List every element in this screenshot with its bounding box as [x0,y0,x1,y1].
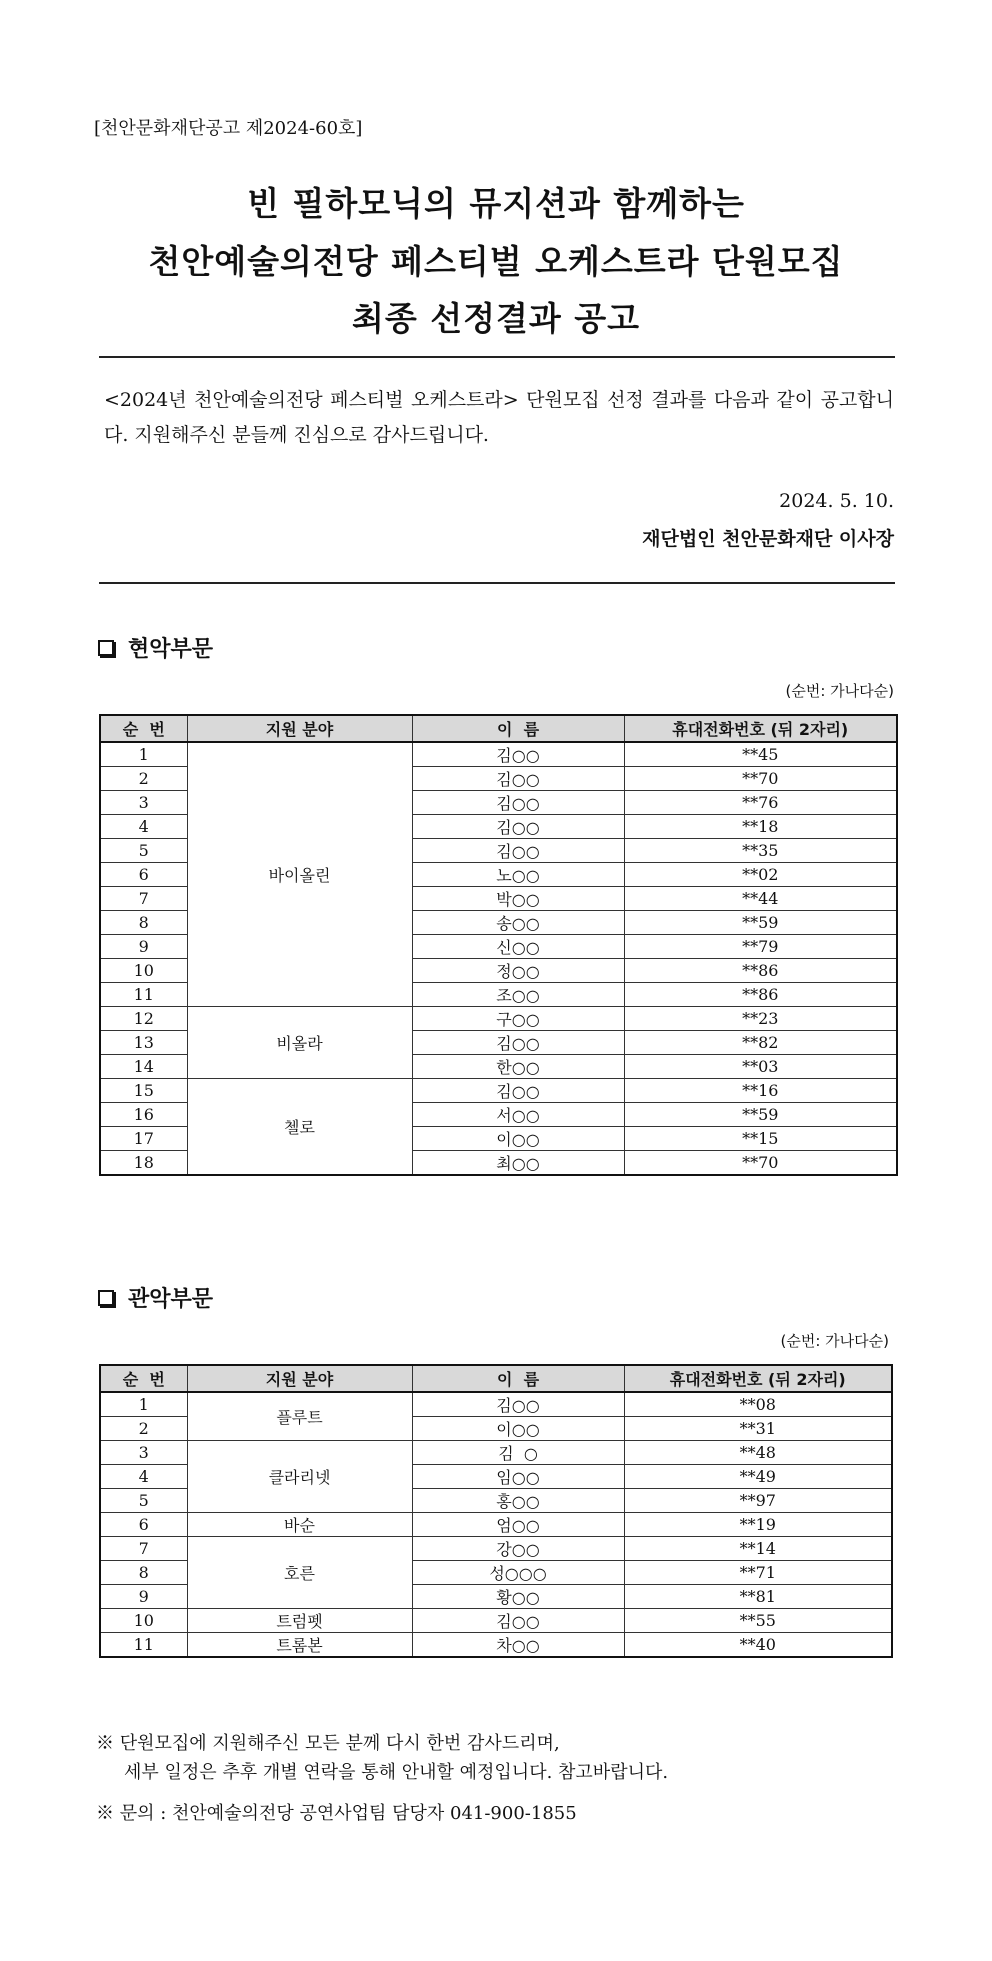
row-name: 성○○○ [412,1561,624,1585]
col-header-name: 이 름 [412,1365,624,1392]
row-field: 트롬본 [187,1633,412,1658]
row-name: 노○○ [412,863,624,887]
row-number: 2 [100,767,187,791]
row-number: 1 [100,1392,187,1417]
brass-result-table [99,1364,893,1658]
col-header-phone: 휴대전화번호 (뒤 2자리) [624,715,897,742]
row-number: 11 [100,983,187,1007]
row-phone: **70 [624,767,897,791]
row-phone: **71 [624,1561,892,1585]
row-number: 4 [100,815,187,839]
row-phone: **79 [624,935,897,959]
row-name: 황○○ [412,1585,624,1609]
row-field: 바순 [187,1513,412,1537]
brass-section-heading [98,1282,213,1313]
row-number: 14 [100,1055,187,1079]
row-phone: **35 [624,839,897,863]
row-phone: **76 [624,791,897,815]
row-name: 김○○ [412,767,624,791]
row-number: 16 [100,1103,187,1127]
row-phone: **44 [624,887,897,911]
row-number: 18 [100,1151,187,1176]
row-name: 김○○ [412,1392,624,1417]
row-field: 플루트 [187,1392,412,1441]
row-phone: **31 [624,1417,892,1441]
row-name: 조○○ [412,983,624,1007]
row-phone: **86 [624,983,897,1007]
table-row [100,1392,892,1417]
table-row [100,1537,892,1561]
row-field: 트럼펫 [187,1609,412,1633]
row-number: 6 [100,863,187,887]
row-number: 17 [100,1127,187,1151]
row-name: 서○○ [412,1103,624,1127]
col-header-field: 지원 분야 [187,715,412,742]
intro-paragraph: <2024년 천안예술의전당 페스티벌 오케스트라> 단원모집 선정 결과를 다음과 같이 공고합니다. 지원해주신 분들께 진심으로 감사드립니다. [104,389,894,446]
row-phone: **14 [624,1537,892,1561]
row-field: 첼로 [187,1079,412,1176]
row-field: 클라리넷 [187,1441,412,1513]
row-name: 김 ○ [412,1441,624,1465]
notice-number: [천안문화재단공고 제2024-60호] [94,118,363,139]
top-divider [99,356,895,358]
strings-section-heading [98,632,213,663]
row-number: 10 [100,959,187,983]
row-name: 김○○ [412,1079,624,1103]
footnote-thanks: ※ 단원모집에 지원해주신 모든 분께 다시 한번 감사드리며, [96,1733,560,1754]
row-number: 7 [100,887,187,911]
row-phone: **45 [624,742,897,767]
row-number: 1 [100,742,187,767]
row-number: 10 [100,1609,187,1633]
row-number: 15 [100,1079,187,1103]
row-name: 김○○ [412,791,624,815]
row-phone: **03 [624,1055,897,1079]
row-name: 정○○ [412,959,624,983]
row-number: 9 [100,935,187,959]
row-name: 박○○ [412,887,624,911]
row-field: 비올라 [187,1007,412,1079]
row-phone: **02 [624,863,897,887]
row-name: 김○○ [412,839,624,863]
row-phone: **59 [624,911,897,935]
row-field: 호른 [187,1537,412,1609]
footnote-contact: ※ 문의 : 천안예술의전당 공연사업팀 담당자 041-900-1855 [96,1803,577,1824]
table-row [100,1079,897,1103]
row-number: 13 [100,1031,187,1055]
row-number: 4 [100,1465,187,1489]
row-name: 김○○ [412,742,624,767]
row-number: 2 [100,1417,187,1441]
row-name: 강○○ [412,1537,624,1561]
row-phone: **16 [624,1079,897,1103]
title-line-3: 최종 선정결과 공고 [351,299,640,338]
row-name: 차○○ [412,1633,624,1658]
signer: 재단법인 천안문화재단 이사장 [642,528,894,550]
row-name: 구○○ [412,1007,624,1031]
row-number: 8 [100,911,187,935]
row-number: 12 [100,1007,187,1031]
announcement-date: 2024. 5. 10. [779,490,894,512]
footnote-schedule: 세부 일정은 추후 개별 연락을 통해 안내할 예정입니다. 참고바랍니다. [124,1762,669,1783]
table-row [100,1633,892,1658]
col-header-name: 이 름 [412,715,624,742]
bottom-divider [99,582,895,584]
row-name: 김○○ [412,1031,624,1055]
title-line-2: 천안예술의전당 페스티벌 오케스트라 단원모집 [148,242,844,281]
brass-order-note: (순번: 가나다순) [780,1332,889,1350]
row-name: 김○○ [412,815,624,839]
row-phone: **70 [624,1151,897,1176]
row-number: 3 [100,791,187,815]
row-number: 5 [100,1489,187,1513]
row-number: 11 [100,1633,187,1658]
col-header-number: 순 번 [100,1365,187,1392]
table-row [100,1609,892,1633]
row-phone: **55 [624,1609,892,1633]
table-row [100,1513,892,1537]
row-number: 5 [100,839,187,863]
row-phone: **48 [624,1441,892,1465]
col-header-number: 순 번 [100,715,187,742]
checkbox-square-icon [98,640,114,656]
row-phone: **82 [624,1031,897,1055]
row-name: 최○○ [412,1151,624,1176]
row-phone: **15 [624,1127,897,1151]
row-phone: **08 [624,1392,892,1417]
checkbox-square-icon [98,1290,114,1306]
row-name: 이○○ [412,1417,624,1441]
row-number: 6 [100,1513,187,1537]
strings-order-note: (순번: 가나다순) [785,682,894,700]
row-phone: **81 [624,1585,892,1609]
row-name: 김○○ [412,1609,624,1633]
strings-heading-label: 현악부문 [128,637,214,662]
row-field: 바이올린 [187,742,412,1007]
row-name: 임○○ [412,1465,624,1489]
col-header-field: 지원 분야 [187,1365,412,1392]
row-number: 8 [100,1561,187,1585]
row-number: 3 [100,1441,187,1465]
row-phone: **86 [624,959,897,983]
strings-result-table [99,714,898,1176]
table-row [100,742,897,767]
table-row [100,1007,897,1031]
title-line-1: 빈 필하모닉의 뮤지션과 함께하는 [247,184,745,223]
row-number: 7 [100,1537,187,1561]
row-name: 송○○ [412,911,624,935]
row-name: 신○○ [412,935,624,959]
row-name: 이○○ [412,1127,624,1151]
row-name: 엄○○ [412,1513,624,1537]
row-phone: **40 [624,1633,892,1658]
brass-heading-label: 관악부문 [128,1287,214,1312]
row-name: 한○○ [412,1055,624,1079]
table-row [100,1441,892,1465]
row-phone: **97 [624,1489,892,1513]
row-number: 9 [100,1585,187,1609]
row-phone: **19 [624,1513,892,1537]
row-phone: **23 [624,1007,897,1031]
row-phone: **49 [624,1465,892,1489]
row-phone: **18 [624,815,897,839]
row-phone: **59 [624,1103,897,1127]
col-header-phone: 휴대전화번호 (뒤 2자리) [624,1365,892,1392]
row-name: 홍○○ [412,1489,624,1513]
